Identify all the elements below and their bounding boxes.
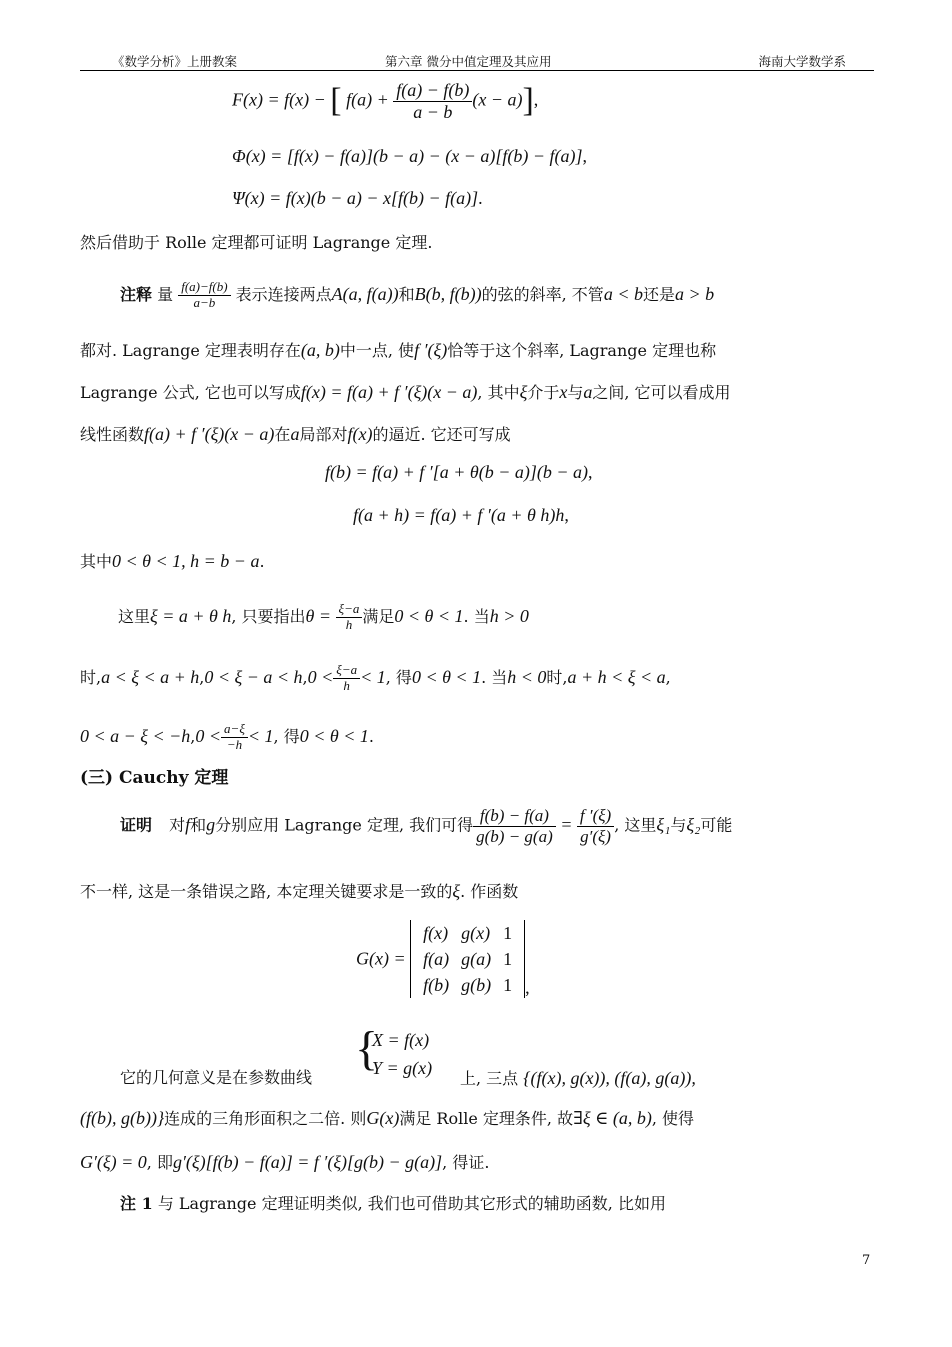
l10-t1: 连成的三角形面积之二倍. 则 bbox=[164, 1109, 367, 1128]
note-remark-line bbox=[80, 280, 714, 311]
l3-lagrange-formula: f(x) = f(a) + f ′(ξ)(x − a) bbox=[300, 382, 478, 402]
point-B: B(b, f(b)) bbox=[414, 283, 482, 304]
eq-F-comma: , bbox=[533, 89, 539, 110]
slope-denominator: a−b bbox=[193, 294, 216, 310]
l4-a: a bbox=[290, 424, 300, 444]
remark-text-4: 的弦的斜率, 不管 bbox=[481, 284, 604, 304]
slope-fraction bbox=[178, 280, 230, 311]
l8-ineq-2a: 0 < bbox=[195, 725, 222, 746]
det-cell: f(a) bbox=[423, 949, 450, 970]
l2-t2: 中一点, 使 bbox=[339, 341, 415, 360]
header-course-title: 《数学分析》上册教案 bbox=[112, 54, 238, 69]
l8-ineq-1: 0 < a − ξ < −h bbox=[80, 725, 191, 746]
l6-t1: 这里 bbox=[118, 606, 151, 626]
l8-t2: , 得 bbox=[273, 726, 300, 746]
det-row-1 bbox=[417, 920, 518, 946]
right-bracket: ] bbox=[522, 82, 534, 120]
l4-fx: f(x) bbox=[347, 424, 373, 444]
l8-fraction bbox=[221, 722, 248, 753]
l3-a: a bbox=[583, 382, 593, 402]
proof-f1-num: f(b) − f(a) bbox=[473, 806, 556, 827]
point-A: A(a, f(a)) bbox=[331, 283, 399, 304]
proof-line bbox=[80, 806, 732, 846]
param-X: X = f(x) bbox=[372, 1030, 430, 1050]
l7-frac-num: ξ−a bbox=[333, 663, 360, 679]
l3-t2: , 其中 bbox=[477, 383, 520, 402]
l10-exists: ∃ξ ∈ (a, b) bbox=[573, 1108, 652, 1128]
paragraph-line-8 bbox=[80, 722, 374, 753]
eq-Psi-body: Ψ(x) = f(x)(b − a) − x[f(b) − f(a)] bbox=[232, 188, 479, 208]
cond-a-greater-b: a > b bbox=[674, 283, 715, 304]
eq-F-numerator: f(a) − f(b) bbox=[393, 80, 472, 102]
l6-theta-range: 0 < θ < 1 bbox=[394, 605, 464, 626]
l9-t1: 不一样, 这是一条错误之路, 本定理关键要求是一致的 bbox=[80, 882, 453, 901]
l7-ineq-2: 0 < ξ − a < h bbox=[204, 666, 303, 687]
l7-ineq-3b: < 1 bbox=[360, 666, 386, 687]
l6-theta-eq: θ = bbox=[305, 605, 336, 626]
running-header bbox=[80, 52, 874, 71]
l11-Gprime: G′(ξ) = 0 bbox=[80, 1152, 147, 1172]
paragraph-line-11 bbox=[80, 1152, 489, 1174]
l6-t4: . 当 bbox=[463, 606, 490, 626]
l5-theta-range: 0 < θ < 1, h = b − a bbox=[112, 551, 260, 571]
eq-F-lhs: F(x) = f(x) − bbox=[232, 89, 331, 110]
l11-t2: , 得证. bbox=[442, 1153, 490, 1172]
l2-derivative: f ′(ξ) bbox=[414, 340, 448, 360]
l6-h-positive: h > 0 bbox=[489, 605, 529, 626]
proof-t2: 和 bbox=[190, 815, 207, 835]
param-t2: 上, 三点 bbox=[460, 1069, 519, 1088]
paragraph-line-7 bbox=[80, 663, 671, 694]
l7-t1: 时, bbox=[80, 667, 102, 687]
paragraph-line-2 bbox=[80, 340, 716, 362]
l2-t1: 都对. Lagrange 定理表明存在 bbox=[80, 341, 301, 360]
det-cell: f(b) bbox=[423, 975, 450, 996]
det-row-2 bbox=[417, 946, 518, 972]
l6-t2: , 只要指出 bbox=[231, 606, 306, 626]
l4-t4: 的逼近. 它还可写成 bbox=[372, 425, 511, 444]
remark-text-3: 和 bbox=[398, 284, 415, 304]
equation-F bbox=[232, 80, 538, 122]
equation-Psi bbox=[232, 188, 483, 209]
param-Y: Y = g(x) bbox=[372, 1058, 433, 1078]
l7-frac-den: h bbox=[343, 677, 350, 693]
l7-t3: , bbox=[302, 667, 308, 687]
remark-text-5: 还是 bbox=[642, 284, 675, 304]
l6-frac-num: ξ−a bbox=[336, 602, 363, 618]
proof-xi2: ξ₂ bbox=[686, 814, 701, 835]
eq-fb-body: f(b) = f(a) + f ′[a + θ(b − a)](b − a) bbox=[325, 462, 588, 482]
proof-t3: 分别应用 Lagrange 定理, 我们可得 bbox=[215, 815, 474, 835]
note1-label: 注 1 bbox=[120, 1194, 153, 1213]
determinant-matrix bbox=[410, 920, 525, 998]
l4-t3: 局部对 bbox=[299, 425, 348, 444]
l8-theta-range: 0 < θ < 1 bbox=[299, 725, 369, 746]
eq-F-tail: (x − a) bbox=[472, 89, 523, 110]
l9-t2: . 作函数 bbox=[460, 882, 519, 901]
proof-t1: 对 bbox=[169, 815, 186, 835]
l6-theta-fraction bbox=[336, 602, 363, 633]
cond-a-less-b: a < b bbox=[603, 283, 643, 304]
det-cell: 1 bbox=[503, 949, 513, 970]
proof-equals: = bbox=[555, 814, 577, 835]
l7-t4: , 得 bbox=[385, 667, 412, 687]
page-number: 7 bbox=[862, 1253, 871, 1268]
det-comma: , bbox=[525, 977, 530, 998]
l8-t1: , bbox=[190, 726, 196, 746]
l7-t2: , bbox=[199, 667, 205, 687]
proof-g: g bbox=[206, 814, 216, 835]
left-brace: { bbox=[355, 1022, 379, 1075]
equation-Phi bbox=[232, 146, 587, 167]
header-chapter-title: 第六章 微分中值定理及其应用 bbox=[385, 54, 552, 69]
remark-text-2: 表示连接两点 bbox=[235, 284, 332, 304]
det-cell: 1 bbox=[503, 923, 513, 943]
paragraph-line-3 bbox=[80, 382, 731, 404]
l7-ineq-1: a < ξ < a + h bbox=[101, 666, 200, 687]
proof-f: f bbox=[185, 814, 191, 835]
l3-xi: ξ bbox=[519, 382, 528, 402]
l7-fraction bbox=[333, 663, 360, 694]
proof-f1-den: g(b) − g(a) bbox=[476, 826, 553, 846]
remark-label: 注释 bbox=[120, 284, 153, 304]
det-cell: g(a) bbox=[461, 949, 492, 970]
equation-fb bbox=[325, 462, 592, 483]
l6-t3: 满足 bbox=[362, 606, 395, 626]
l7-t5: . 当 bbox=[481, 667, 508, 687]
l10-t3: , 使得 bbox=[651, 1109, 695, 1128]
remark-text-1: 量 bbox=[157, 284, 174, 304]
equation-fah bbox=[353, 505, 569, 526]
det-cell: g(x) bbox=[461, 923, 491, 943]
l4-t1: 线性函数 bbox=[80, 425, 145, 444]
paragraph-line-10 bbox=[80, 1108, 694, 1130]
l7-t7: , bbox=[665, 667, 671, 687]
l3-t5: 之间, 它可以看成用 bbox=[592, 383, 731, 402]
det-cell: g(b) bbox=[461, 975, 492, 996]
eq-F-denominator: a − b bbox=[413, 101, 453, 122]
eq-Phi-comma: , bbox=[582, 146, 587, 166]
left-bracket: [ bbox=[330, 82, 342, 120]
proof-fraction-2 bbox=[577, 806, 614, 846]
eq-fah-body: f(a + h) = f(a) + f ′(a + θ h)h bbox=[353, 505, 565, 525]
determinant-G bbox=[356, 920, 530, 998]
proof-t5: 与 bbox=[670, 815, 687, 835]
proof-fraction-1 bbox=[473, 806, 556, 846]
l11-t1: , 即 bbox=[146, 1153, 173, 1172]
l9-xi: ξ bbox=[452, 881, 461, 901]
det-cell: 1 bbox=[503, 975, 513, 996]
param-three-points: {(f(x), g(x)), (f(a), g(a)), bbox=[523, 1068, 696, 1088]
eq-Psi-period: . bbox=[478, 188, 483, 208]
paragraph-line-9 bbox=[80, 881, 518, 903]
param-tail bbox=[460, 1068, 696, 1090]
l2-interval: (a, b) bbox=[300, 340, 340, 360]
proof-f2-den: g′(ξ) bbox=[580, 826, 611, 846]
proof-t4: , 这里 bbox=[614, 815, 657, 835]
proof-f2-num: f ′(ξ) bbox=[577, 806, 614, 827]
l7-theta-range: 0 < θ < 1 bbox=[411, 666, 482, 687]
l7-h-negative: h < 0 bbox=[507, 666, 547, 687]
eq-Phi-body: Φ(x) = [f(x) − f(a)](b − a) − (x − a)[f(b) − f(a)] bbox=[232, 146, 583, 166]
det-lhs: G(x) = bbox=[356, 948, 411, 969]
det-row-3 bbox=[417, 972, 518, 998]
proof-xi1: ξ₁ bbox=[656, 814, 671, 835]
l7-ineq-4: a + h < ξ < a bbox=[567, 666, 666, 687]
paragraph-line-6 bbox=[80, 602, 529, 633]
eq-F-fa: f(a) + bbox=[346, 89, 394, 110]
eq-fb-comma: , bbox=[587, 462, 593, 482]
l2-t3: 恰等于这个斜率, Lagrange 定理也称 bbox=[447, 341, 717, 360]
eq-F-fraction bbox=[393, 80, 472, 122]
det-cell: f(x) bbox=[423, 923, 449, 943]
l7-ineq-3a: 0 < bbox=[307, 666, 334, 687]
section-heading-cauchy: (三) Cauchy 定理 bbox=[80, 768, 229, 788]
l8-frac-den: −h bbox=[226, 736, 243, 752]
l7-t6: 时, bbox=[546, 667, 568, 687]
paragraph-line-5 bbox=[80, 551, 265, 573]
paragraph-line-4 bbox=[80, 424, 511, 446]
l6-frac-den: h bbox=[345, 616, 353, 632]
param-curve-text: 它的几何意义是在参数曲线 bbox=[120, 1068, 313, 1087]
slope-numerator: f(a)−f(b) bbox=[178, 280, 230, 296]
l8-ineq-2b: < 1 bbox=[247, 725, 274, 746]
l3-t1: Lagrange 公式, 它也可以写成 bbox=[80, 383, 301, 402]
l8-t3: . bbox=[368, 726, 374, 746]
l4-t2: 在 bbox=[274, 425, 291, 444]
l3-x: x bbox=[559, 382, 568, 402]
paragraph-rolle: 然后借助于 Rolle 定理都可证明 Lagrange 定理. bbox=[80, 233, 433, 252]
l3-t4: 与 bbox=[567, 383, 584, 402]
eq-fah-comma: , bbox=[564, 505, 569, 525]
l11-cauchy-eq: g′(ξ)[f(b) − f(a)] = f ′(ξ)[g(b) − g(a)] bbox=[172, 1152, 443, 1172]
l5-t2: . bbox=[259, 552, 265, 571]
l3-t3: 介于 bbox=[527, 383, 560, 402]
note1-text: 与 Lagrange 定理证明类似, 我们也可借助其它形式的辅助函数, 比如用 bbox=[157, 1194, 666, 1213]
l10-point: (f(b), g(b))} bbox=[80, 1108, 165, 1128]
proof-label: 证明 bbox=[120, 815, 153, 835]
proof-t6: 可能 bbox=[700, 815, 733, 835]
l6-xi-def: ξ = a + θ h bbox=[150, 605, 232, 626]
header-department: 海南大学数学系 bbox=[758, 54, 846, 69]
note-1 bbox=[80, 1194, 666, 1213]
l5-t1: 其中 bbox=[80, 552, 113, 571]
l10-Gx: G(x) bbox=[366, 1108, 400, 1128]
l8-frac-num: a−ξ bbox=[221, 722, 248, 738]
l4-linear-function: f(a) + f ′(ξ)(x − a) bbox=[144, 424, 275, 444]
l10-t2: 满足 Rolle 定理条件, 故 bbox=[399, 1109, 574, 1128]
